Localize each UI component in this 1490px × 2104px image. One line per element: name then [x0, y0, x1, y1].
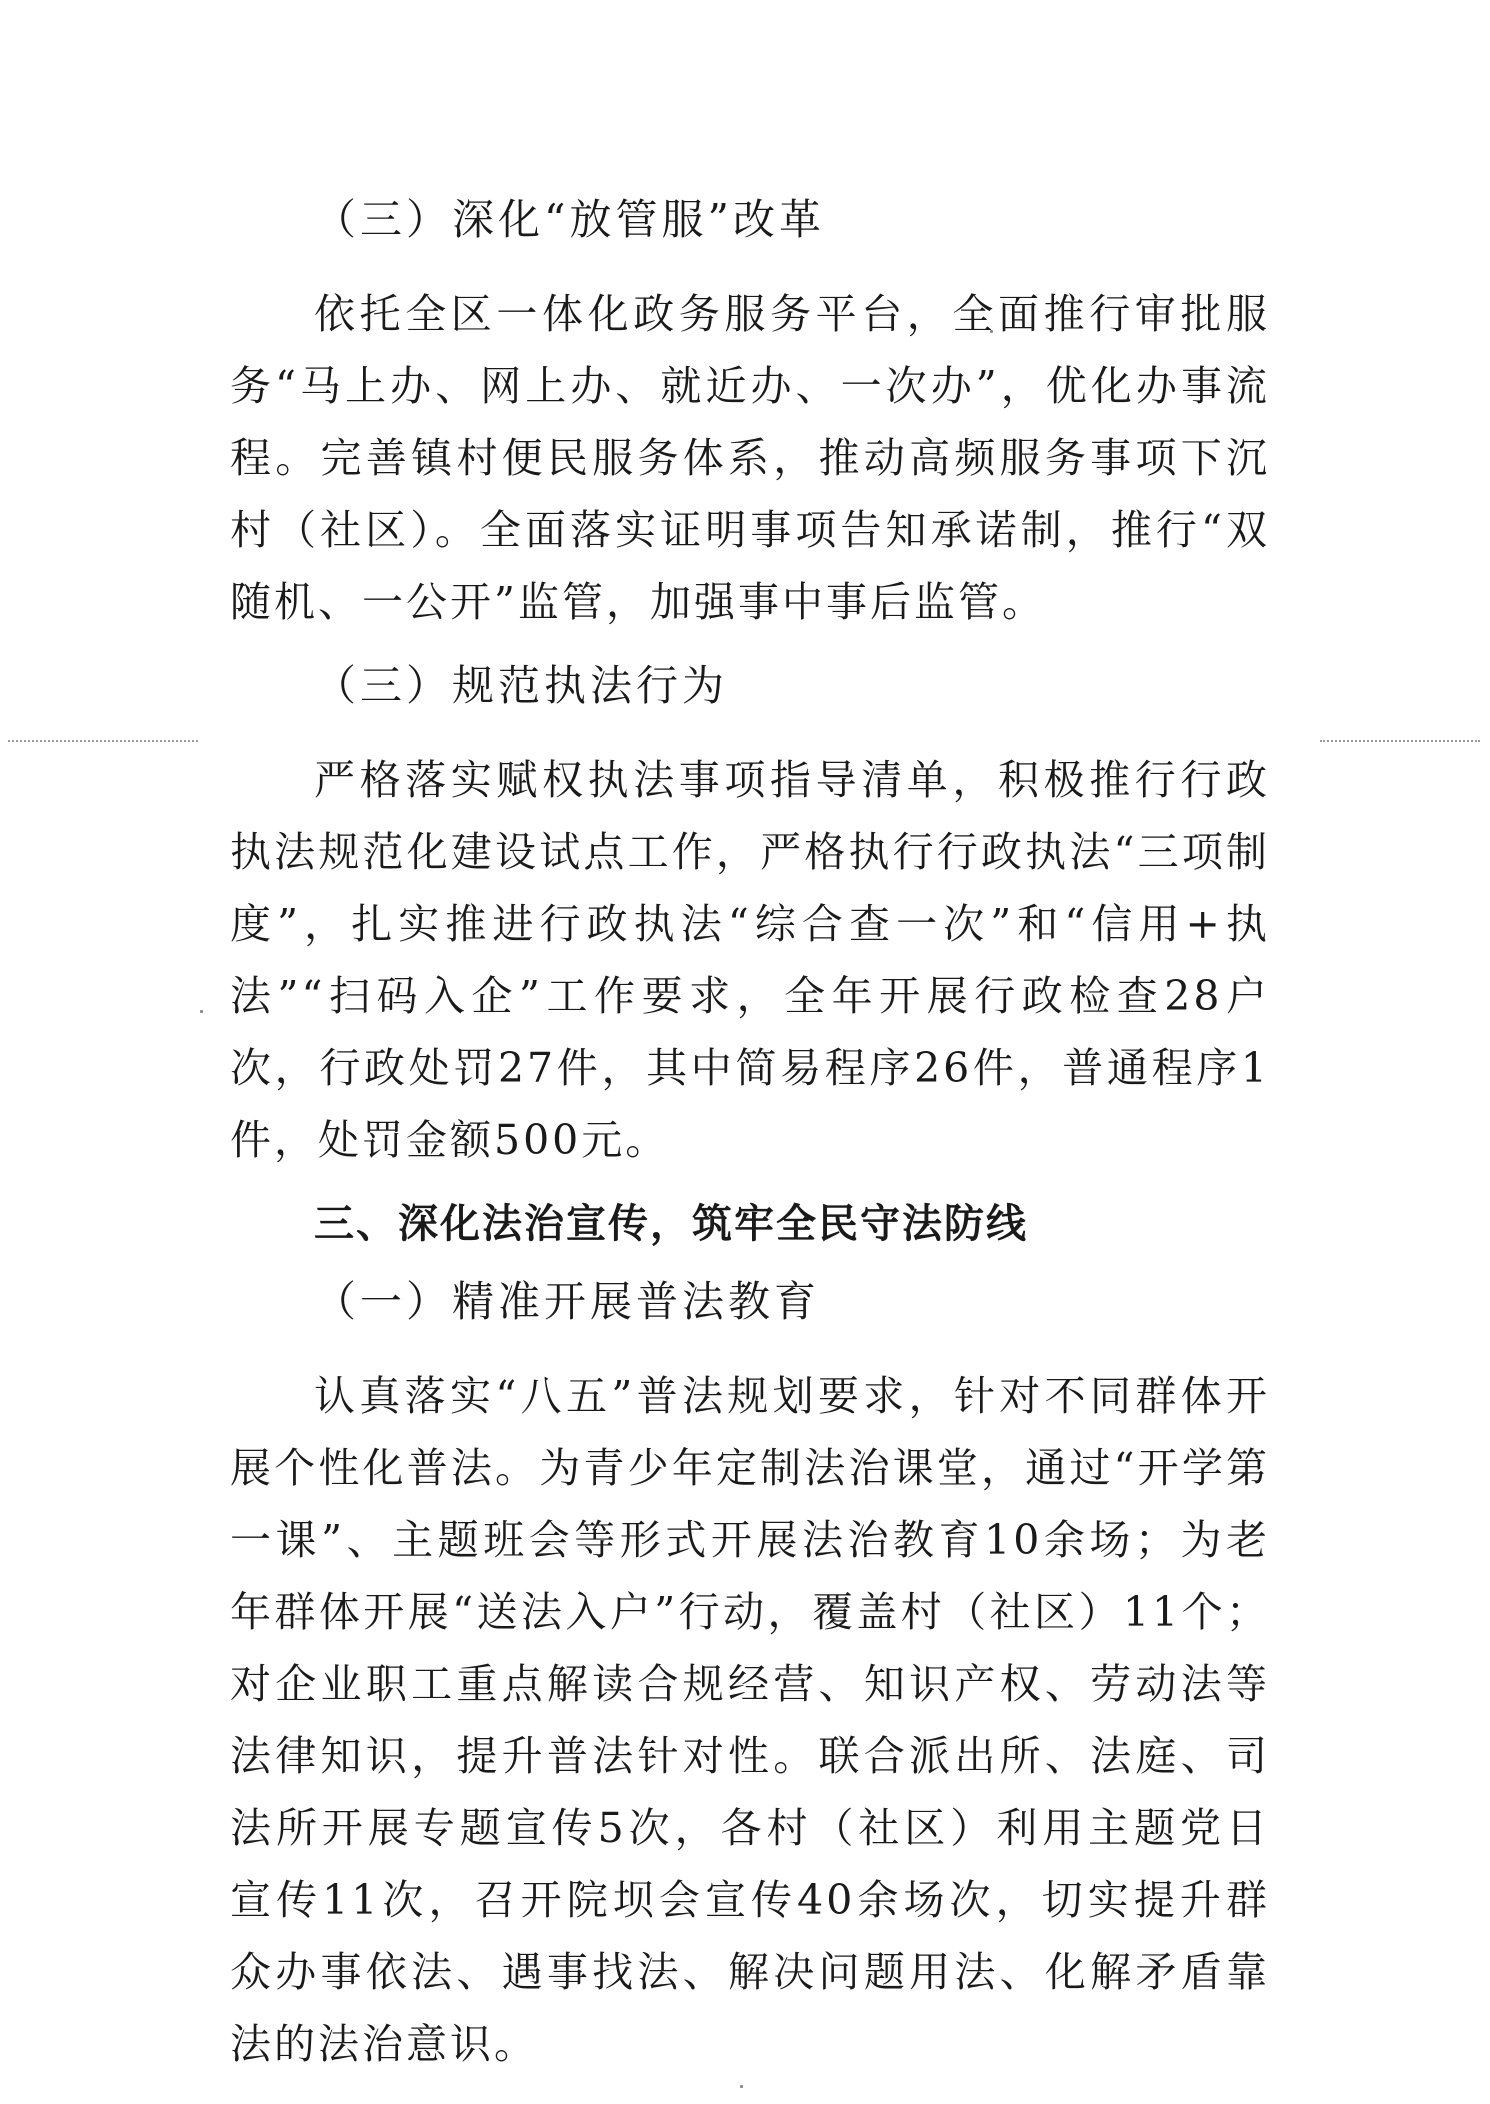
section-heading: （一）精准开展普法教育: [314, 1277, 821, 1326]
section-heading: （三）规范执法行为: [314, 661, 729, 710]
section-paragraph: 严格落实赋权执法事项指导清单，积极推行行政执法规范化建设试点工作，严格执行行政执法“三项制度”，扎实推进行政执法“综合查一次”和“信用+执法”“扫码入企”工作要求，全年开展行政检查28户次，行政处罚27件，其中简易程序26件，普通程序1件，处罚金额500元。: [230, 756, 1270, 1164]
document-body: [230, 190, 1270, 2080]
section-paragraph: 认真落实“八五”普法规划要求，针对不同群体开展个性化普法。为青少年定制法治课堂，通过“开学第一课”、主题班会等形式开展法治教育10余场；为老年群体开展“送法入户”行动，覆盖村（社区）11个；对企业职工重点解读合规经营、知识产权、劳动法等法律知识，提升普法针对性。联合派出所、法庭、司法所开展专题宣传5次，各村（社区）利用主题党日宣传11次，召开院坝会宣传40余场次，切实提升群众办事依法、遇事找法、解决问题用法、化解矛盾靠法的法治意识。: [230, 1372, 1270, 2068]
section-heading: （三）深化“放管服”改革: [314, 195, 825, 244]
chapter-heading: 三、深化法治宣传，筑牢全民守法防线: [314, 1201, 1028, 1247]
section-law-enforcement: [230, 656, 1270, 1176]
section-paragraph: 依托全区一体化政务服务平台，全面推行审批服务“马上办、网上办、就近办、一次办”，优化办事流程。完善镇村便民服务体系，推动高频服务事项下沉村（社区）。全面落实证明事项告知承诺制，推行“双随机、一公开”监管，加强事中事后监管。: [230, 290, 1270, 626]
scan-speck: [200, 1010, 203, 1013]
section-legal-publicity: [230, 1194, 1270, 2080]
scan-artifact-dotted-line-left: [8, 740, 198, 742]
scan-artifact-dotted-line-right: [1320, 740, 1480, 742]
scan-speck: [740, 2085, 743, 2088]
section-fangguanfu: [230, 190, 1270, 638]
